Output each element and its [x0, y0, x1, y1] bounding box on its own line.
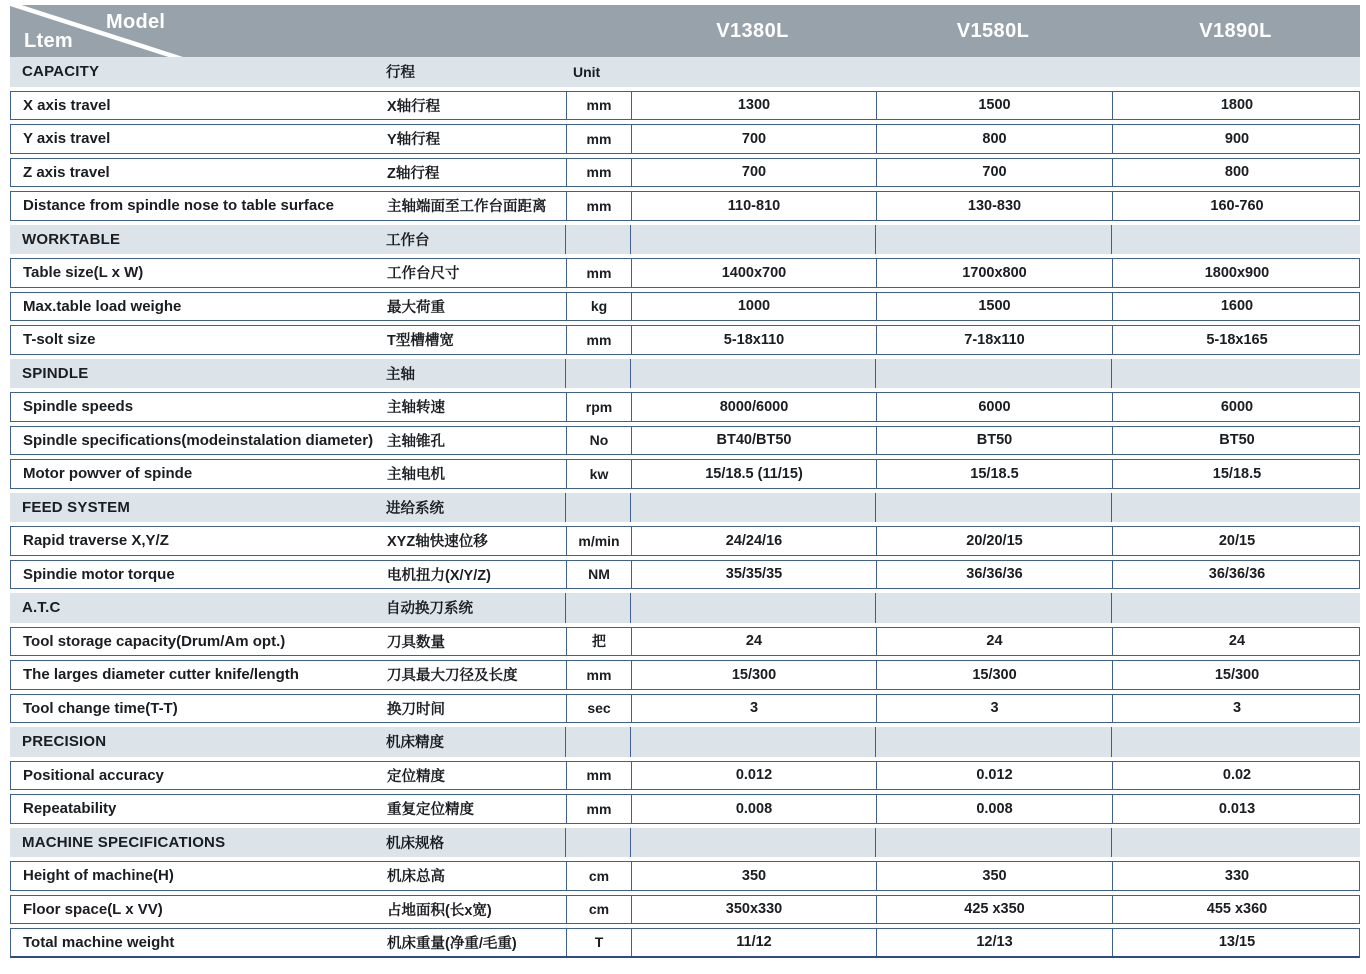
row-label-zh: 占地面积(长x宽) — [387, 902, 492, 919]
table-row — [10, 627, 1360, 657]
row-value: 700 — [631, 159, 876, 187]
row-label-zh: X轴行程 — [387, 98, 441, 115]
section-title-zh: 行程 — [386, 65, 415, 82]
row-value: 1500 — [876, 92, 1112, 120]
row-value: 15/18.5 — [876, 460, 1112, 488]
row-unit: No — [566, 427, 631, 455]
row-label-en: Tool change time(T-T) — [23, 699, 178, 717]
table-row — [10, 761, 1360, 791]
row-label-zh: 主轴电机 — [387, 467, 445, 484]
row-value: 0.012 — [876, 762, 1112, 790]
row-value: 1500 — [876, 293, 1112, 321]
row-value: 24/24/16 — [631, 527, 876, 555]
row-label-en: Spindle speeds — [23, 398, 134, 416]
section-spacer-cell — [875, 225, 1111, 255]
row-unit: mm — [566, 762, 631, 790]
table-row — [10, 560, 1360, 590]
row-value: 350 — [631, 862, 876, 890]
row-label-en: Y axis travel — [23, 130, 111, 148]
section-spacer-cell — [875, 359, 1111, 389]
row-value: 800 — [1112, 159, 1361, 187]
unit-column-header: Unit — [573, 63, 601, 80]
table-row — [10, 158, 1360, 188]
table-row — [10, 861, 1360, 891]
row-value: 24 — [1112, 628, 1361, 656]
row-value: 0.02 — [1112, 762, 1361, 790]
table-header-row — [10, 5, 1360, 57]
row-label-en: Height of machine(H) — [23, 867, 174, 885]
row-value: 350 — [876, 862, 1112, 890]
table-row — [10, 694, 1360, 724]
row-value: BT50 — [876, 427, 1112, 455]
row-value: 110-810 — [631, 192, 876, 220]
row-label-zh: 最大荷重 — [387, 299, 445, 316]
section-spacer-cell — [1111, 727, 1360, 757]
row-unit: sec — [566, 695, 631, 723]
unit-column-header — [565, 727, 630, 757]
section-header-row — [10, 493, 1360, 523]
section-header-row — [10, 727, 1360, 757]
row-label-en: X axis travel — [23, 96, 111, 114]
row-value: 1400x700 — [631, 259, 876, 287]
row-unit: mm — [566, 326, 631, 354]
row-value: 13/15 — [1112, 929, 1361, 956]
row-value: 3 — [631, 695, 876, 723]
row-label-zh: XYZ轴快速位移 — [387, 534, 488, 551]
row-unit: m/min — [566, 527, 631, 555]
section-spacer-cell — [875, 593, 1111, 623]
row-value: 15/300 — [876, 661, 1112, 689]
row-value: 15/300 — [631, 661, 876, 689]
row-unit: T — [566, 929, 631, 956]
section-spacer-cell — [875, 727, 1111, 757]
model-column-v1890l: V1890L — [1199, 19, 1272, 42]
row-value: 12/13 — [876, 929, 1112, 956]
row-value: 455 x360 — [1112, 896, 1361, 924]
section-spacer-cell — [630, 225, 875, 255]
row-label-en: The larges diameter cutter knife/length — [23, 666, 299, 684]
section-header-row — [10, 359, 1360, 389]
row-unit: mm — [566, 795, 631, 823]
model-column-v1380l: V1380L — [716, 19, 789, 42]
row-value: 1700x800 — [876, 259, 1112, 287]
row-value: 20/20/15 — [876, 527, 1112, 555]
table-row — [10, 526, 1360, 556]
unit-column-header — [565, 225, 630, 255]
section-title-zh: 机床规格 — [386, 835, 444, 852]
row-label-en: Spindie motor torque — [23, 565, 175, 583]
row-value: 36/36/36 — [1112, 561, 1361, 589]
table-row — [10, 258, 1360, 288]
table-row — [10, 325, 1360, 355]
row-value: 425 x350 — [876, 896, 1112, 924]
row-unit: kw — [566, 460, 631, 488]
section-title-zh: 进给系统 — [386, 500, 444, 517]
unit-column-header — [565, 493, 630, 523]
row-label-zh: 刀具数量 — [387, 634, 445, 651]
section-spacer-cell — [875, 828, 1111, 858]
row-value: 700 — [631, 125, 876, 153]
section-spacer-cell — [1111, 359, 1360, 389]
row-label-en: Spindle specifications(modeinstalation diameter) — [23, 431, 374, 449]
row-label-zh: 定位精度 — [387, 768, 445, 785]
row-value: BT40/BT50 — [631, 427, 876, 455]
table-row — [10, 794, 1360, 824]
section-spacer-cell — [630, 593, 875, 623]
row-value: 0.008 — [631, 795, 876, 823]
section-title-en: CAPACITY — [22, 63, 100, 81]
section-title-en: SPINDLE — [22, 364, 89, 382]
table-row — [10, 895, 1360, 925]
row-label-zh: Z轴行程 — [387, 165, 440, 182]
row-unit: mm — [566, 259, 631, 287]
row-label-en: Repeatability — [23, 800, 117, 818]
section-title-en: A.T.C — [22, 599, 61, 617]
row-value: 130-830 — [876, 192, 1112, 220]
row-value: 15/18.5 (11/15) — [631, 460, 876, 488]
row-label-en: Positional accuracy — [23, 766, 164, 784]
row-value: 0.008 — [876, 795, 1112, 823]
row-value: 3 — [1112, 695, 1361, 723]
row-unit: mm — [566, 661, 631, 689]
row-label-zh: 换刀时间 — [387, 701, 445, 718]
unit-column-header — [565, 359, 630, 389]
section-header-row — [10, 225, 1360, 255]
row-unit: mm — [566, 125, 631, 153]
section-spacer-cell — [875, 57, 1111, 87]
row-label-zh: 主轴锥孔 — [387, 433, 445, 450]
row-value: 6000 — [1112, 393, 1361, 421]
row-label-en: Rapid traverse X,Y/Z — [23, 532, 169, 550]
section-title-en: MACHINE SPECIFICATIONS — [22, 833, 226, 851]
row-label-zh: Y轴行程 — [387, 132, 441, 149]
row-label-en: Floor space(L x VV) — [23, 900, 163, 918]
row-value: 900 — [1112, 125, 1361, 153]
row-label-en: Motor powver of spinde — [23, 465, 193, 483]
table-row — [10, 124, 1360, 154]
model-item-corner-cell — [10, 5, 630, 57]
section-title-zh: 机床精度 — [386, 735, 444, 752]
row-unit: NM — [566, 561, 631, 589]
row-value: 11/12 — [631, 929, 876, 956]
row-label-zh: 刀具最大刀径及长度 — [387, 668, 518, 685]
row-unit: mm — [566, 92, 631, 120]
row-value: 3 — [876, 695, 1112, 723]
row-value: 5-18x165 — [1112, 326, 1361, 354]
section-spacer-cell — [630, 493, 875, 523]
section-spacer-cell — [630, 359, 875, 389]
table-row — [10, 191, 1360, 221]
row-unit: cm — [566, 862, 631, 890]
unit-column-header — [565, 593, 630, 623]
row-label-zh: 工作台尺寸 — [387, 266, 460, 283]
row-value: 1300 — [631, 92, 876, 120]
section-title-en: WORKTABLE — [22, 230, 121, 248]
row-value: BT50 — [1112, 427, 1361, 455]
section-title-en: FEED SYSTEM — [22, 498, 131, 516]
section-title-zh: 主轴 — [386, 366, 415, 383]
row-value: 330 — [1112, 862, 1361, 890]
row-label-en: Max.table load weighe — [23, 297, 182, 315]
section-title-zh: 自动换刀系统 — [386, 601, 473, 618]
row-label-en: Table size(L x W) — [23, 264, 144, 282]
table-row — [10, 928, 1360, 958]
section-title-en: PRECISION — [22, 733, 107, 751]
section-header-row — [10, 828, 1360, 858]
row-unit: 把 — [566, 628, 631, 656]
row-label-zh: T型槽槽宽 — [387, 333, 454, 350]
item-header-label: Ltem — [24, 30, 73, 52]
row-value: 15/18.5 — [1112, 460, 1361, 488]
row-value: 24 — [876, 628, 1112, 656]
section-spacer-cell — [630, 727, 875, 757]
table-row — [10, 660, 1360, 690]
row-unit: kg — [566, 293, 631, 321]
row-value: 0.012 — [631, 762, 876, 790]
row-value: 1600 — [1112, 293, 1361, 321]
row-value: 6000 — [876, 393, 1112, 421]
row-value: 1000 — [631, 293, 876, 321]
model-header-label: Model — [106, 11, 166, 33]
row-value: 20/15 — [1112, 527, 1361, 555]
table-row — [10, 392, 1360, 422]
row-label-zh: 机床重量(净重/毛重) — [387, 935, 517, 952]
machine-spec-table — [10, 5, 1360, 958]
row-label-zh: 机床总高 — [387, 869, 445, 886]
section-header-row — [10, 593, 1360, 623]
row-value: 36/36/36 — [876, 561, 1112, 589]
section-spacer-cell — [1111, 828, 1360, 858]
section-spacer-cell — [1111, 493, 1360, 523]
row-value: 35/35/35 — [631, 561, 876, 589]
row-value: 350x330 — [631, 896, 876, 924]
row-label-en: Tool storage capacity(Drum/Am opt.) — [23, 632, 286, 650]
model-column-v1580l: V1580L — [956, 19, 1030, 42]
row-value: 1800 — [1112, 92, 1361, 120]
section-title-zh: 工作台 — [386, 232, 430, 249]
row-label-zh: 重复定位精度 — [387, 802, 474, 819]
table-row — [10, 292, 1360, 322]
section-spacer-cell — [630, 828, 875, 858]
table-row — [10, 459, 1360, 489]
row-label-en: Total machine weight — [23, 933, 175, 951]
section-spacer-cell — [875, 493, 1111, 523]
table-row — [10, 91, 1360, 121]
row-value: 15/300 — [1112, 661, 1361, 689]
unit-column-header — [565, 828, 630, 858]
row-unit: cm — [566, 896, 631, 924]
row-label-zh: 主轴转速 — [387, 400, 445, 417]
row-unit: mm — [566, 192, 631, 220]
row-label-zh: 主轴端面至工作台面距离 — [387, 199, 547, 216]
section-spacer-cell — [1111, 225, 1360, 255]
row-value: 8000/6000 — [631, 393, 876, 421]
row-value: 700 — [876, 159, 1112, 187]
row-value: 0.013 — [1112, 795, 1361, 823]
row-label-en: Z axis travel — [23, 163, 110, 181]
section-spacer-cell — [630, 57, 875, 87]
row-value: 5-18x110 — [631, 326, 876, 354]
row-label-zh: 电机扭力(X/Y/Z) — [387, 567, 491, 584]
section-header-row — [10, 57, 1360, 87]
row-value: 800 — [876, 125, 1112, 153]
section-spacer-cell — [1111, 57, 1360, 87]
row-value: 1800x900 — [1112, 259, 1361, 287]
row-label-en: Distance from spindle nose to table surface — [23, 197, 334, 215]
row-value: 160-760 — [1112, 192, 1361, 220]
table-row — [10, 426, 1360, 456]
row-label-en: T-solt size — [23, 331, 96, 349]
row-unit: rpm — [566, 393, 631, 421]
section-spacer-cell — [1111, 593, 1360, 623]
row-value: 7-18x110 — [876, 326, 1112, 354]
row-value: 24 — [631, 628, 876, 656]
row-unit: mm — [566, 159, 631, 187]
table-body — [10, 57, 1360, 958]
